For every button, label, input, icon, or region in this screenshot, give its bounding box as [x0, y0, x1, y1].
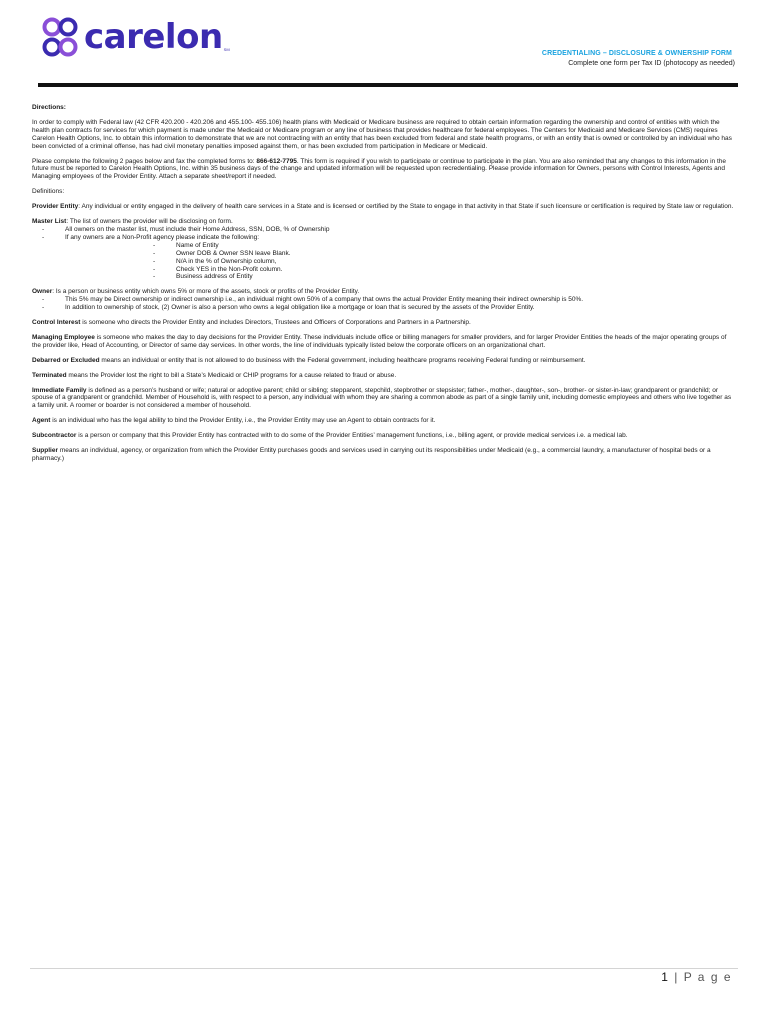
fax-number: 866-612-7795 [256, 157, 297, 165]
directions-heading: Directions: [32, 104, 66, 111]
page-label: P a g e [683, 970, 732, 984]
term: Managing Employee [32, 333, 95, 341]
term: Supplier [32, 447, 59, 455]
definition-master-list-line [32, 218, 736, 226]
service-mark: SM [223, 47, 230, 52]
form-title: CREDENTIALING – DISCLOSURE & OWNERSHIP FORM [541, 50, 732, 57]
definitions-heading: Definitions: [32, 188, 65, 196]
logo-wordmark: carelon [84, 17, 223, 57]
term: Subcontractor [32, 432, 77, 440]
sub-list-item: - N/A in the % of Ownership column, [143, 258, 736, 266]
definition-text: is defined as a person’s husband or wife; natural or adoptive parent; child or sibling; stepparent, stepchild, stepbrother or stepsister; father-, mother-, daughter-, son-, brother- or sister-in-law; grandparent or grandchild; or spouse of a grandparent or grandchild. Member of Household is, with respect to a person, any individual with whom they are sharing a common abode as part of a single family unit, including domestic employees and others who live together as a family unit. A roomer or boarder is not considered a member of household. [32, 386, 732, 410]
term: Immediate Family [32, 386, 87, 394]
form-subtitle: Complete one form per Tax ID (photocopy as needed) [568, 60, 735, 67]
definition-subcontractor [32, 432, 736, 440]
directions-paragraph-2 [32, 158, 736, 182]
page-number [661, 970, 732, 984]
definition-text: : The list of owners the provider will be disclosing on form. [66, 218, 233, 226]
term: Control Interest [32, 319, 81, 327]
document-body [32, 104, 736, 470]
definition-owner [32, 288, 736, 312]
page-number-value: 1 [661, 970, 670, 984]
definition-text: : Is a person or business entity which owns 5% or more of the assets, stock or profits of the Provider Entity. [52, 288, 360, 296]
term: Owner [32, 288, 53, 296]
definition-text: means the Provider lost the right to bill a State’s Medicaid or CHIP programs for a cause related to fraud or abuse. [66, 371, 397, 379]
list-item-text: If any owners are a Non-Profit agency please indicate the following: [65, 233, 260, 241]
definition-text: means an individual, agency, or organization from which the Provider Entity purchases goods and services used in carrying out its responsibilities under Medicaid (e.g., a commercial laundry, a manufacturer of hospital beds or a pharmacy.) [32, 447, 711, 462]
list-item: - In addition to ownership of stock, (2) Owner is also a person who owns a legal obligation like a mortgage or loan that is secured by the assets of the Provider Entity. [32, 304, 736, 312]
carelon-logo [40, 16, 230, 58]
page-separator: | [669, 970, 684, 984]
term: Agent [32, 417, 51, 425]
directions-paragraph-2-text: Please complete the following 2 pages below and fax the completed forms to: [32, 157, 257, 165]
definition-text: is someone who directs the Provider Entity and includes Directors, Trustees and Officers of Corporations and Partners in a Partnership. [80, 319, 471, 327]
definition-text: is an individual who has the legal ability to bind the Provider Entity, i.e., the Provider Entity may use an Agent to obtain contracts for it. [50, 417, 436, 425]
definition-owner-line [32, 288, 736, 296]
term: Debarred or Excluded [32, 356, 100, 364]
definition-terminated [32, 372, 736, 380]
definition-text: is someone who makes the day to day decisions for the Provider Entity. These individuals include office or billing managers for smaller providers, and for larger Provider Entities the heads of the major operating groups of the provider like, Head of Accounting, or Director of same day services. In other words, the line of individuals typically listed below the corporate officers on an organizational chart. [32, 333, 727, 349]
list-item: - This 5% may be Direct ownership or indirect ownership i.e., an individual might own 50% of a company that owns the actual Provider Entity meaning their indirect ownership is 50%. [32, 296, 736, 304]
list-item: - All owners on the master list, must include their Home Address, SSN, DOB, % of Ownership [32, 226, 736, 234]
definition-text: is a person or company that this Provider Entity has contracted with to do some of the Provider Entities’ management functions, i.e., billing agent, or provide medical services i.e. a medical lab. [76, 432, 628, 440]
directions-paragraph-2-text-end: . This form is required if you wish to participate or continue to participate in the plan. You are also reminded that any changes to this information in the future must be reported to Carelon Health Options, Inc. within 35 business days of the change and updated information will be requested upon recredentialing. Please provide information for Owners, persons with Control Interests, Agents and Managing employees of the Provider Entity. Attach a separate sheet/report if needed. [32, 157, 726, 181]
footer-divider [30, 968, 738, 969]
sub-list-item: - Check YES in the Non-Profit column. [143, 266, 736, 274]
definition-text: : Any individual or entity engaged in the delivery of health care services in a State and is licensed or certified by the State to engage in that activity in that State if such licensure or certification is required by State law or regulation. [78, 203, 734, 211]
master-list-bullets [32, 226, 736, 281]
term: Master List [32, 218, 67, 226]
sub-list-item: - Business address of Entity [143, 273, 736, 281]
non-profit-sub-list [65, 242, 736, 282]
term: Provider Entity [32, 203, 79, 211]
definition-supplier [32, 447, 736, 463]
definition-provider-entity [32, 203, 736, 211]
definition-immediate-family [32, 387, 736, 411]
definition-master-list [32, 218, 736, 281]
sub-list-item: - Owner DOB & Owner SSN leave Blank. [143, 250, 736, 258]
definition-debarred [32, 357, 736, 365]
definition-control-interest [32, 319, 736, 327]
directions-paragraph-1: In order to comply with Federal law (42 CFR 420.200 - 420.206 and 455.100- 455.106) health plans with Medicaid or Medicare business are required to obtain certain information regarding the ownership and control of entities with which the health plan contracts for services for which payment is made under the Medicaid or Medicare program or any line of business that provides healthcare for federal employees. The Centers for Medicaid and Medicare Services (CMS) requires Carelon Health Options, Inc. to obtain this information to demonstrate that we are not contracting with an entity that has been excluded from federal and state health programs, or with an entity that is owned or controlled by an individual who has been convicted of a criminal offense, has had civil monetary penalties imposed against them, or has been excluded from participation in Medicare or Medicaid. [32, 118, 732, 150]
owner-bullets [32, 296, 736, 312]
carelon-logo-mark-icon [40, 16, 80, 58]
term: Terminated [32, 371, 67, 379]
list-item [32, 234, 736, 281]
header-divider [38, 83, 738, 87]
definition-managing-employee [32, 334, 736, 350]
definition-agent [32, 417, 736, 425]
definition-text: means an individual or entity that is not allowed to do business with the Federal government, including healthcare programs receiving Federal funding or reimbursement. [99, 356, 586, 364]
sub-list-item: - Name of Entity [143, 242, 736, 250]
